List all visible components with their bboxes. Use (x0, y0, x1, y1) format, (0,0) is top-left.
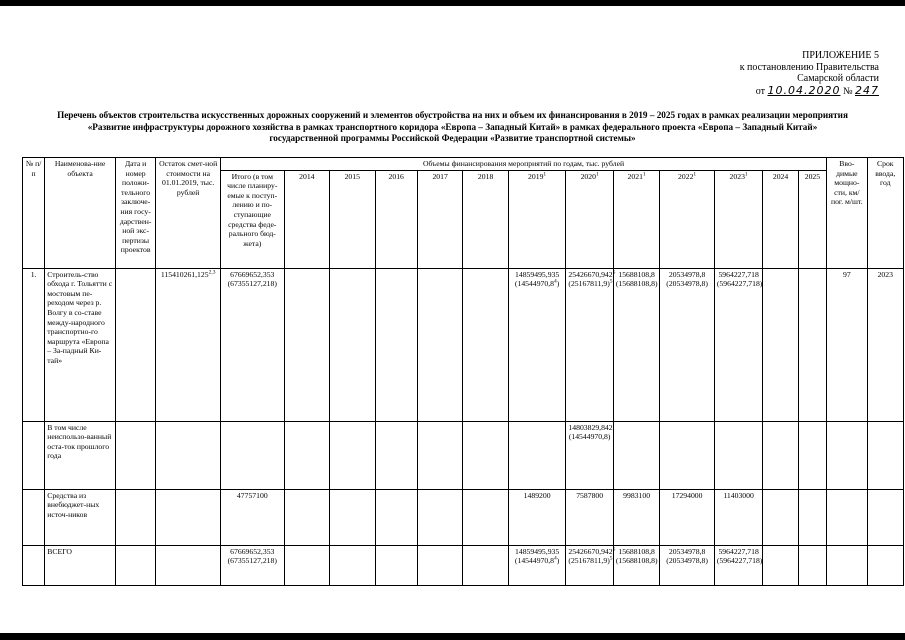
appendix-date-line (740, 85, 879, 98)
row1-2020: 25426670,942$^5$ $(25167811,9)^5$ (566, 268, 613, 421)
row1-date (115, 268, 155, 421)
title-line-1: Перечень объектов строительства искусственных дорожных сооружений и элементов обустройства на них и объем их финансирования в 2019 – 2025 годах в рамках реализации мероприятия (57, 110, 848, 120)
financing-table (22, 157, 904, 586)
row3-2021: 9983100 (613, 489, 659, 545)
table-row-unused-balance (23, 421, 904, 489)
header-2015: 2015 (330, 170, 375, 268)
row1-2019: 14859495,935 (14544970,8$^4$) (508, 268, 566, 421)
header-row-1 (23, 158, 904, 171)
row1-total: 67669652,353 (67355127,218) (220, 268, 284, 421)
document-title (0, 110, 905, 145)
row1-2021: 15688108,8 (15688108,8) (613, 268, 659, 421)
title-line-2: «Развитие инфраструктуры дорожного хозяйства в рамках транспортного коридора «Европа – Западный Китай» в рамках федерального проекта «Европа – Западный Китай» (87, 121, 818, 132)
header-2018: 2018 (463, 170, 508, 268)
appendix-from: от (755, 85, 765, 97)
table-row-total (23, 545, 904, 585)
row2-name: В том числе неиспользо-ванный оста-ток прошлого года (45, 421, 116, 489)
appendix-resolution: к постановлению Правительства (739, 61, 879, 73)
header-2022: 2022$^1$ (660, 170, 715, 268)
row3-total: 47757100 (220, 489, 284, 545)
header-2021: 2021$^1$ (613, 170, 659, 268)
row4-total: 67669652,353 (67355127,218) (220, 545, 284, 585)
row4-2022: 20534978,8 (20534978,8) (660, 545, 715, 585)
table-row-object (23, 268, 904, 421)
row3-2020: 7587800 (566, 489, 613, 545)
row1-name: Строитель-ство обхода г. Тольятти с мостовым пе-реходом через р. Волгу в со-ставе между-народного транспортно-го маршрута «Европа – За-падный Ки-тай» (45, 268, 116, 421)
scan-top-border (0, 0, 905, 6)
row1-capacity: 97 (827, 268, 867, 421)
row4-name: ВСЕГО (45, 545, 116, 585)
header-capacity: Вво-димые мощно-сти, км/ пог. м/шт. (827, 158, 867, 269)
row1-term: 2023 (867, 268, 903, 421)
row4-2021: 15688108,8 (15688108,8) (613, 545, 659, 585)
header-2014: 2014 (284, 170, 329, 268)
header-2025: 2025 (798, 170, 826, 268)
title-line-3: государственной программы Российской Федерации «Развитие транспортной системы» (269, 133, 636, 143)
row3-2022: 17294000 (660, 489, 715, 545)
row1-rest: 115410261,125$^{2,3}$ (156, 268, 221, 421)
header-total: Итого (в том числе планиру-емые к поступ-лению и по-ступающие средства феде-рального бюд-жета) (220, 170, 284, 268)
row1-2022: 20534978,8 (20534978,8) (660, 268, 715, 421)
row4-2019: 14859495,935 (14544970,8$^4$) (508, 545, 566, 585)
header-2019: 2019$^1$ (508, 170, 566, 268)
header-name: Наименова-ние объекта (45, 158, 116, 269)
row1-2023: 5964227,718 (5964227,718) (714, 268, 762, 421)
header-num: № п/п (23, 158, 45, 269)
table-row-extrabudgetary (23, 489, 904, 545)
appendix-title: ПРИЛОЖЕНИЕ 5 (802, 50, 879, 61)
header-2023: 2023$^1$ (714, 170, 762, 268)
header-2016: 2016 (375, 170, 417, 268)
row1-num: 1. (23, 268, 45, 421)
appendix-block (740, 50, 879, 97)
header-rest: Остаток смет-ной стоимости на 01.01.2019, тыс. рублей (156, 158, 221, 269)
header-term: Срок ввода, год (867, 158, 903, 269)
row3-name: Средства из внебюджет-ных источ-ников (45, 489, 116, 545)
appendix-number: 247 (855, 83, 879, 97)
scan-bottom-border (0, 633, 905, 640)
header-volumes: Объемы финансирования мероприятий по годам, тыс. рублей (220, 158, 826, 171)
header-2017: 2017 (417, 170, 462, 268)
row2-2020: 14803829,842 (14544970,8) (566, 421, 613, 489)
row4-2020: 25426670,942$^5$ $(25167811,9)^5$ (566, 545, 613, 585)
appendix-no: № (842, 85, 853, 97)
header-date: Дата и номер положи-тельного заключе-ния госу-дарствен-ной экс-пертизы проектов (115, 158, 155, 269)
appendix-date: 10.04.2020 (767, 83, 841, 97)
row3-2019: 1489200 (508, 489, 566, 545)
row3-2023: 11403000 (714, 489, 762, 545)
header-2020: 2020$^1$ (566, 170, 613, 268)
header-2024: 2024 (763, 170, 798, 268)
row4-2023: 5964227,718 (5964227,718) (714, 545, 762, 585)
appendix-region: Самарской области (797, 73, 879, 84)
